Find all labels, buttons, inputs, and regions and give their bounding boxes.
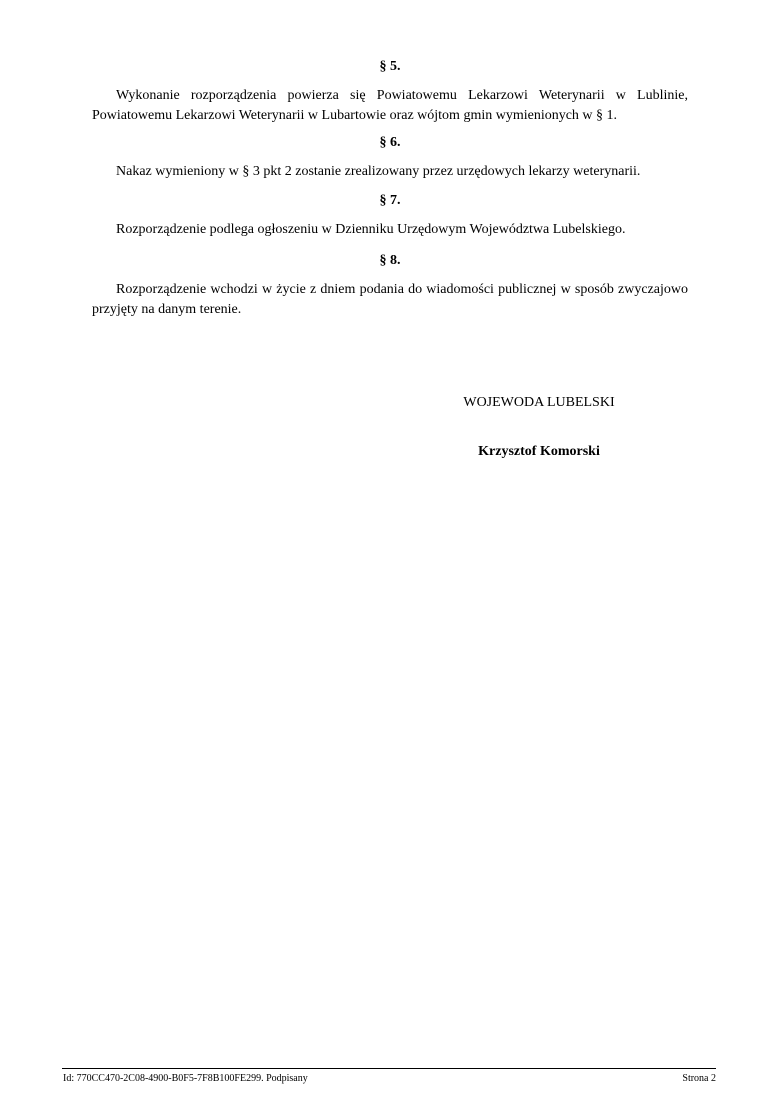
- section-paragraph: Rozporządzenie podlega ogłoszeniu w Dzienniku Urzędowym Województwa Lubelskiego.: [116, 222, 626, 237]
- section-paragraph: Nakaz wymieniony w § 3 pkt 2 zostanie zrealizowany przez urzędowych lekarzy weterynarii.: [116, 164, 641, 179]
- section-paragraph: Rozporządzenie wchodzi w życie z dniem podania do wiadomości publicznej w sposób zwyczajowo przyjęty na danym terenie.: [92, 282, 688, 317]
- section-paragraph: Wykonanie rozporządzenia powierza się Powiatowemu Lekarzowi Weterynarii w Lublinie, Powiatowemu Lekarzowi Weterynarii w Lubartowie oraz wójtom gmin wymienionych w § 1.: [92, 88, 688, 123]
- section-6: [92, 134, 688, 182]
- footer-page-number: Strona 2: [682, 1073, 716, 1084]
- section-heading: § 5.: [379, 59, 401, 74]
- footer-divider: [62, 1068, 716, 1069]
- signature-office: WOJEWODA LUBELSKI: [463, 395, 615, 410]
- section-5: [92, 58, 688, 126]
- section-heading: § 6.: [379, 135, 401, 150]
- section-7: [92, 192, 688, 240]
- section-heading: § 7.: [379, 193, 401, 208]
- signature-name: Krzysztof Komorski: [478, 444, 600, 459]
- section-8: [92, 252, 688, 320]
- footer-document-id: Id: 770CC470-2C08-4900-B0F5-7F8B100FE299. Podpisany: [63, 1073, 308, 1084]
- section-heading: § 8.: [379, 253, 401, 268]
